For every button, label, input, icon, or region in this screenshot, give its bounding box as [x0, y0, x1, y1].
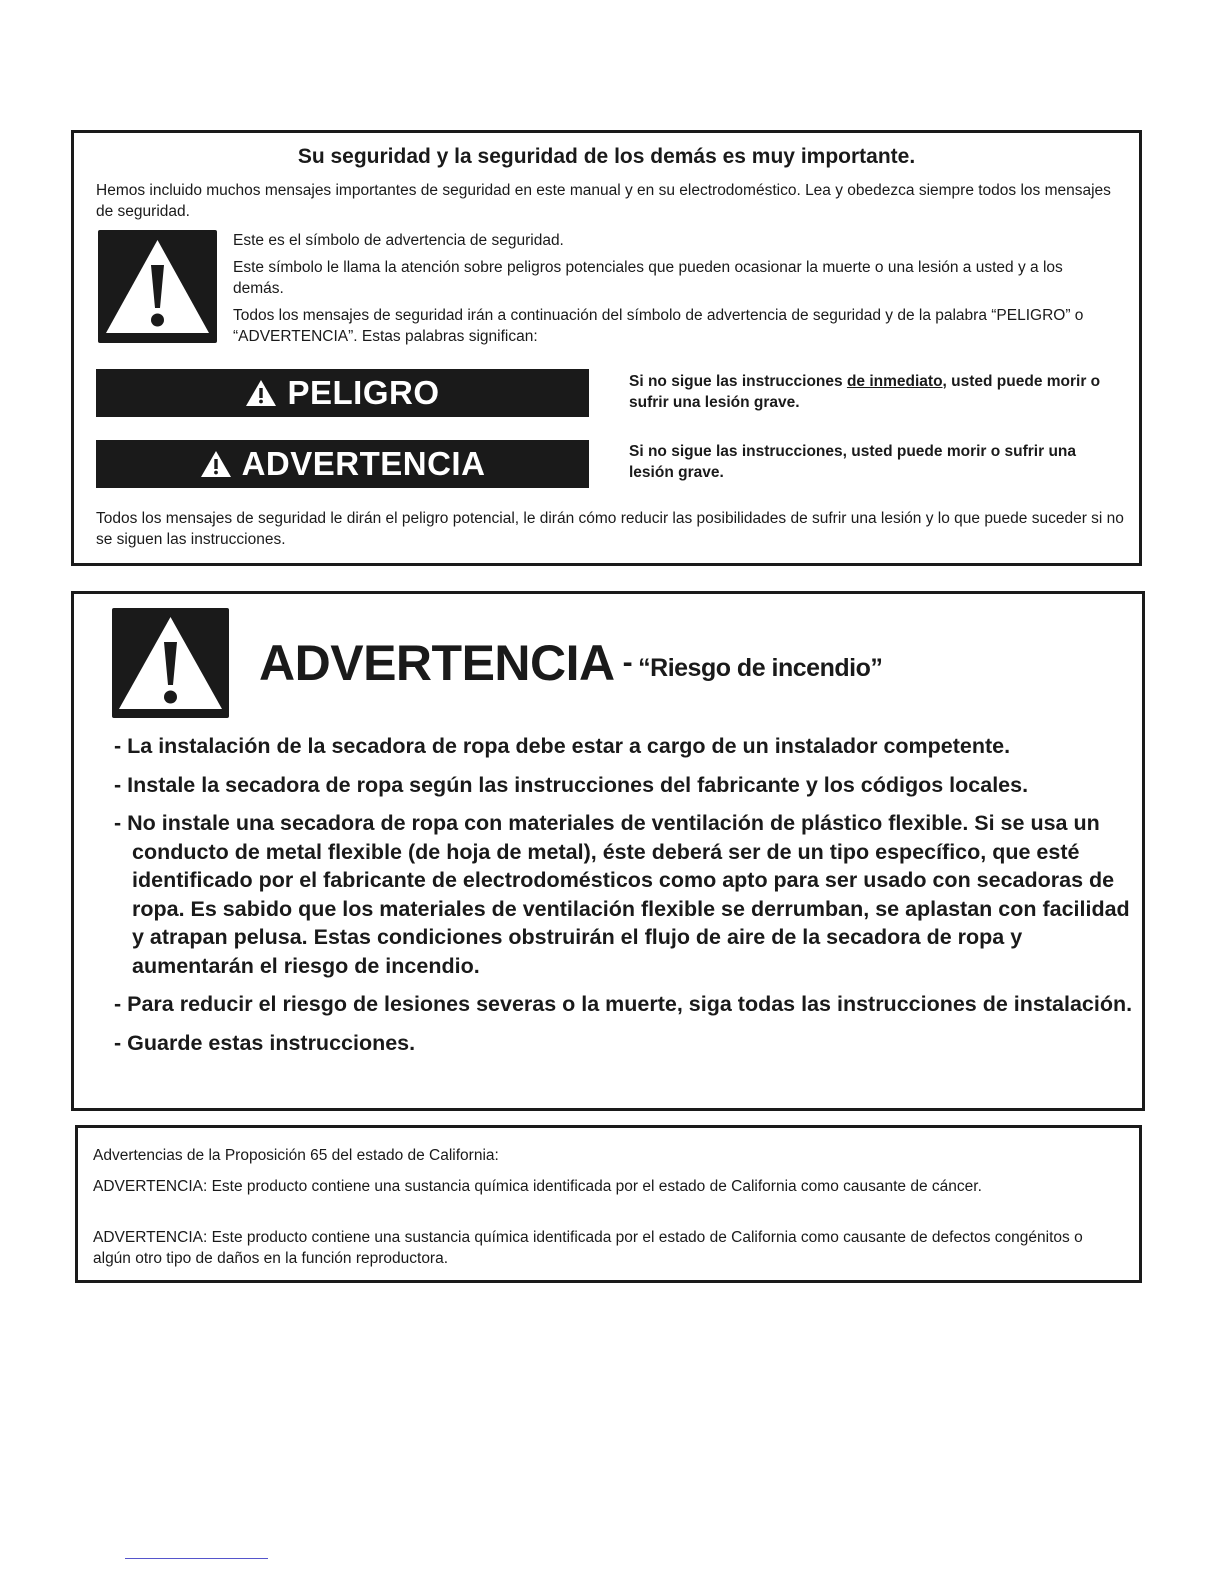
- danger-banner: [96, 369, 589, 417]
- prop65-warning-2: ADVERTENCIA: Este producto contiene una sustancia química identificada por el estado de California como causante de defectos congénitos o algún otro tipo de daños en la función reproductora.: [93, 1229, 1083, 1267]
- prop65-box: [75, 1125, 1142, 1283]
- danger-text-start: Si no sigue las instrucciones: [629, 373, 847, 390]
- danger-text-underlined: de inmediato: [846, 373, 943, 390]
- safety-closing: Todos los mensajes de seguridad le dirán el peligro potencial, le dirán cómo reducir las posibilidades de sufrir una lesión y lo que puede suceder si no se siguen las instrucciones.: [96, 510, 1124, 548]
- prop65-heading: Advertencias de la Proposición 65 del estado de California:: [93, 1147, 499, 1164]
- warning-banner: [96, 440, 589, 488]
- list-item: - Guarde estas instrucciones.: [114, 1030, 416, 1055]
- fire-warning-subtitle: “Riesgo de incendio”: [638, 654, 883, 682]
- safety-heading: Su seguridad y la seguridad de los demás es muy importante.: [297, 145, 916, 168]
- warning-triangle-icon: [98, 230, 217, 343]
- danger-text-end: , usted puede morir o sufrir una lesión grave.: [629, 373, 1101, 411]
- warning-label: ADVERTENCIA: [241, 445, 486, 482]
- prop65-warning-1: ADVERTENCIA: Este producto contiene una sustancia química identificada por el estado de California como causante de cáncer.: [93, 1178, 982, 1195]
- warning-description: Si no sigue las instrucciones, usted puede morir o sufrir una lesión grave.: [629, 443, 1077, 481]
- title-dash: -: [622, 646, 633, 679]
- fire-warning-list: [114, 732, 1134, 1067]
- footer-divider: [125, 1558, 268, 1559]
- safety-info-box: [71, 130, 1142, 566]
- fire-warning-title: [259, 634, 882, 692]
- safety-intro: Hemos incluido muchos mensajes importantes de seguridad en este manual y en su electrodoméstico. Lea y obedezca siempre todos los mensajes de seguridad.: [96, 182, 1111, 220]
- symbol-description-3: Todos los mensajes de seguridad irán a continuación del símbolo de advertencia de seguridad y de la palabra “PELIGRO” o “ADVERTENCIA”. Estas palabras significan:: [233, 307, 1084, 345]
- danger-description: [629, 371, 1109, 413]
- fire-warning-box: [71, 591, 1145, 1111]
- warning-triangle-icon: [112, 608, 229, 718]
- list-item: - Instale la secadora de ropa según las instrucciones del fabricante y los códigos locales.: [114, 772, 1029, 797]
- warning-triangle-icon: [245, 379, 277, 407]
- warning-triangle-icon: [200, 450, 232, 478]
- symbol-description-1: Este es el símbolo de advertencia de seguridad.: [233, 232, 564, 249]
- list-item: - Para reducir el riesgo de lesiones severas o la muerte, siga todas las instrucciones de instalación.: [114, 992, 1133, 1016]
- symbol-description-2: Este símbolo le llama la atención sobre peligros potenciales que pueden ocasionar la muerte o una lesión a usted y a los demás.: [233, 259, 1063, 297]
- danger-label: PELIGRO: [287, 374, 440, 411]
- list-item: - La instalación de la secadora de ropa debe estar a cargo de un instalador competente.: [114, 734, 1011, 758]
- fire-warning-word: ADVERTENCIA: [259, 635, 615, 691]
- list-item: - No instale una secadora de ropa con materiales de ventilación de plástico flexible. Si se usa un conducto de metal flexible (de hoja de metal), éste deberá ser de un tipo específico, que esté identificado por el fabricante de electrodomésticos como apto para ser usado con secadoras de ropa. Es sabido que los materiales de ventilación flexible se derrumban, se aplastan con facilidad y atrapan pelusa. Estas condiciones obstruirán el flujo de aire de la secadora de ropa y aumentarán el riesgo de incendio.: [114, 811, 1130, 978]
